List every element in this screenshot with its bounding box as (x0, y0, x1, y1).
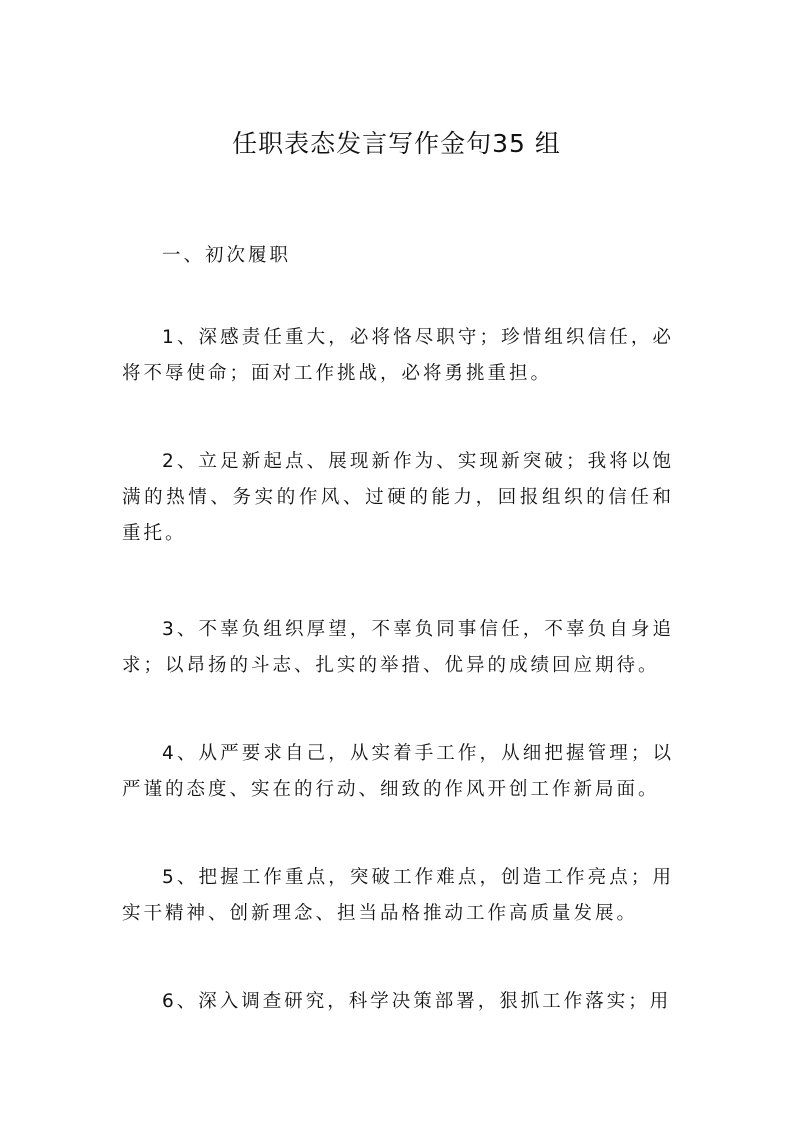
paragraph-1: 1、深感责任重大，必将恪尽职守；珍惜组织信任，必将不辱使命；面对工作挑战，必将勇挑重担。 (122, 327, 674, 384)
paragraph-3: 3、不辜负组织厚望，不辜负同事信任，不辜负自身追求；以昂扬的斗志、扎实的举措、优异的成绩回应期待。 (122, 619, 674, 676)
paragraph-4: 4、从严要求自己，从实着手工作，从细把握管理；以严谨的态度、实在的行动、细致的作风开创工作新局面。 (122, 743, 674, 800)
document-title: 任职表态发言写作金句35 组 (232, 129, 561, 158)
paragraph-2: 2、立足新起点、展现新作为、实现新突破；我将以饱满的热情、务实的作风、过硬的能力，回报组织的信任和重托。 (122, 451, 674, 544)
paragraph-6: 6、深入调查研究，科学决策部署，狠抓工作落实；用 (162, 991, 672, 1012)
section-heading: 一、初次履职 (162, 245, 292, 266)
paragraph-5: 5、把握工作重点，突破工作难点，创造工作亮点；用实干精神、创新理念、担当品格推动工作高质量发展。 (122, 867, 674, 924)
